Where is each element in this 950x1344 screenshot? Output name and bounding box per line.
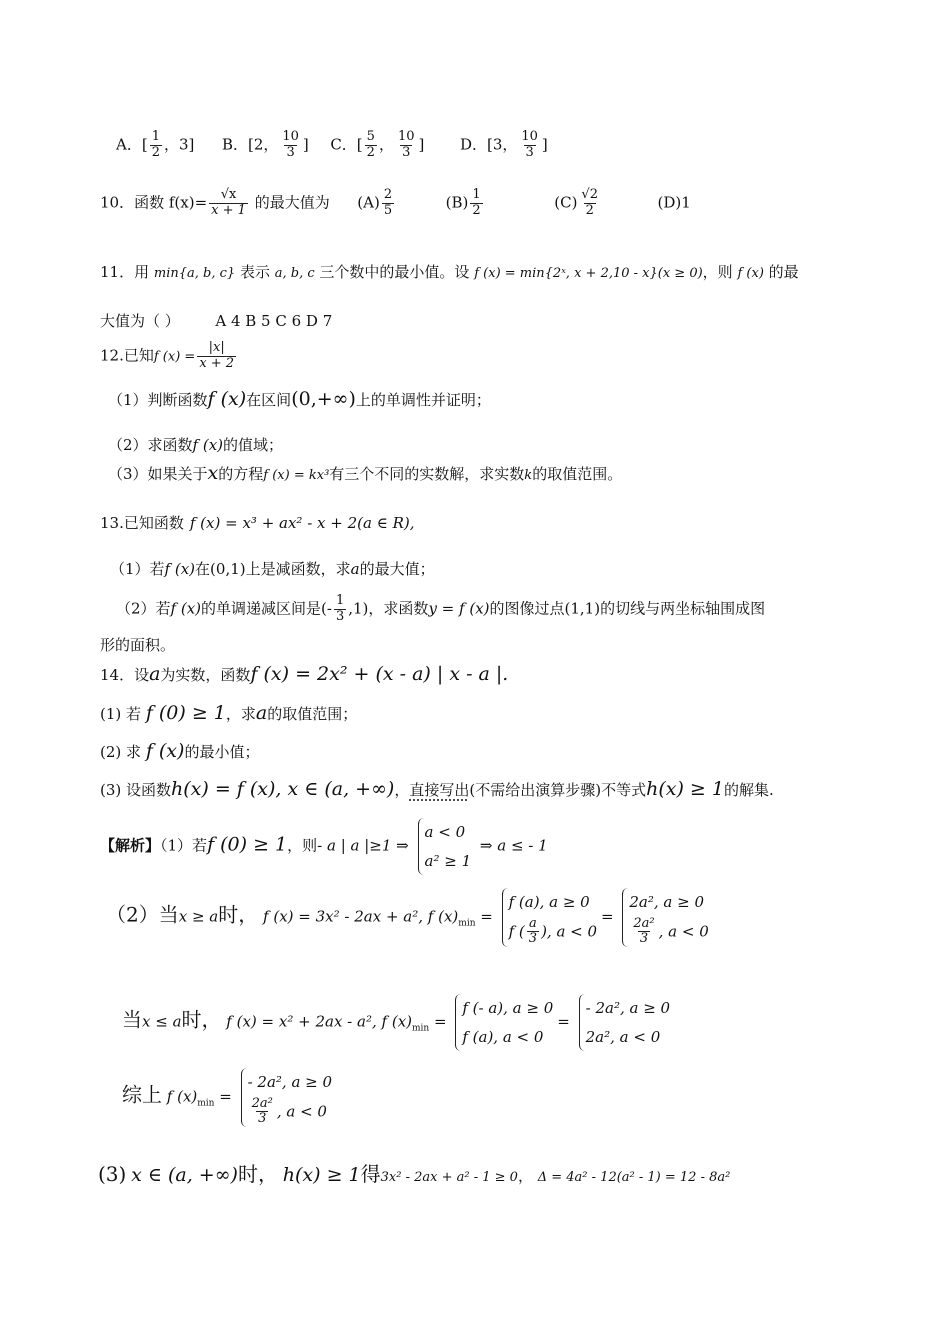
text-fragment: f ( bbox=[508, 921, 525, 940]
text-fragment: ，则 bbox=[287, 836, 318, 855]
text-fragment: 表示 bbox=[239, 263, 270, 281]
case-brace bbox=[455, 994, 553, 1051]
text-fragment: 3 bbox=[286, 144, 295, 160]
q14-part1 bbox=[100, 702, 357, 725]
text-fragment: 3 bbox=[335, 608, 345, 624]
text-fragment: 的取值范围； bbox=[267, 705, 358, 723]
text-fragment: f (x) bbox=[192, 436, 224, 454]
text-fragment: 5 bbox=[383, 202, 393, 218]
q9-options bbox=[116, 130, 548, 161]
text-fragment: x ∈ (a, +∞) bbox=[131, 1164, 238, 1186]
text-fragment: （3）如果关于 bbox=[108, 465, 208, 483]
q9-option-c: C．[ bbox=[330, 135, 363, 154]
text-fragment: （1）若 bbox=[110, 560, 165, 578]
text-fragment: 2 bbox=[366, 144, 375, 160]
text-fragment: |x| bbox=[208, 340, 225, 355]
text-fragment: x ≥ a bbox=[178, 907, 219, 926]
text-fragment: (不需给出演算步骤)不等式 bbox=[469, 781, 647, 799]
text-fragment: x + 1 bbox=[211, 202, 246, 218]
text-fragment: (0,1) bbox=[210, 560, 246, 578]
fraction bbox=[334, 594, 346, 625]
solution-part5 bbox=[98, 1162, 730, 1187]
text-fragment: 三个数中的最小值。设 bbox=[319, 263, 470, 281]
text-fragment: (1,1) bbox=[564, 599, 601, 618]
text-fragment: ] bbox=[541, 135, 548, 154]
text-fragment: (0,+∞) bbox=[291, 388, 356, 410]
text-fragment: 13.已知函数 bbox=[100, 514, 184, 532]
case-brace bbox=[241, 1068, 332, 1127]
text-fragment: , a < 0 bbox=[658, 921, 709, 940]
text-fragment: a bbox=[350, 560, 360, 578]
solution-part4: 综上 f $(x)_{min}$ = - 2a², a ≥ 0 $\frac{\text{2a²}}{3}$ , a < 0 bbox=[122, 1068, 336, 1127]
text-fragment: （2）若 bbox=[116, 599, 171, 618]
q10-option-b: (B) bbox=[445, 193, 469, 212]
case-brace bbox=[579, 994, 670, 1051]
text-fragment: 10 bbox=[521, 129, 538, 144]
text-fragment: 在区间 bbox=[246, 391, 292, 409]
text-fragment: 综上 bbox=[122, 1082, 162, 1107]
text-fragment: k bbox=[524, 468, 533, 483]
text-fragment: 的切线与两坐标轴围成图 bbox=[600, 599, 766, 618]
fraction bbox=[365, 130, 377, 161]
fraction bbox=[150, 130, 162, 161]
text-fragment: 的取值范围。 bbox=[532, 465, 623, 483]
text-fragment: 1 bbox=[335, 593, 345, 608]
text-fragment: a bbox=[149, 663, 161, 685]
text-fragment: ] bbox=[418, 135, 425, 154]
text-fragment: (2) 求 bbox=[100, 743, 142, 761]
q14-part2 bbox=[100, 740, 259, 763]
text-fragment: 3x² - 2ax + a² - 1 ≥ 0 bbox=[380, 1170, 518, 1185]
text-fragment: 3 bbox=[402, 144, 411, 160]
text-fragment: f (x) bbox=[427, 907, 459, 926]
text-fragment: a bbox=[529, 915, 537, 931]
text-fragment: 2 bbox=[585, 202, 594, 218]
q10-option-c: (C) bbox=[554, 193, 578, 212]
solution-part1 bbox=[100, 818, 548, 875]
text-fragment: a < 0 bbox=[424, 823, 466, 841]
text-fragment: 的方程 bbox=[218, 465, 264, 483]
text-fragment: , a < 0 bbox=[276, 1101, 327, 1120]
q14-title bbox=[100, 663, 508, 686]
fraction bbox=[209, 188, 248, 219]
text-fragment: （1）若 bbox=[160, 836, 208, 855]
text-fragment: 的最 bbox=[768, 263, 799, 281]
text-fragment: f (x) bbox=[166, 1087, 198, 1106]
text-fragment: - a | a |≥1 ⇒ bbox=[317, 836, 409, 855]
q12-part2 bbox=[108, 436, 283, 454]
text-fragment: f (x) = x³ + ax² - x + 2(a ∈ R), bbox=[189, 514, 415, 532]
text-fragment: 的值域； bbox=[223, 436, 284, 454]
text-fragment: 3 bbox=[258, 1111, 267, 1127]
text-fragment: 2 bbox=[383, 187, 393, 202]
q13-part2-line2 bbox=[100, 636, 175, 654]
text-fragment: （2）当 bbox=[106, 902, 179, 927]
text-fragment: f (a), a ≥ 0 bbox=[508, 893, 590, 911]
text-fragment: 上的单调性并证明； bbox=[355, 391, 491, 409]
text-fragment: 的最小值； bbox=[184, 743, 260, 761]
text-fragment: f (x) = kx³ bbox=[263, 468, 330, 483]
q11-options: A 4 B 5 C 6 D 7 bbox=[215, 312, 333, 330]
text-fragment: f (x) bbox=[207, 388, 247, 410]
text-fragment: h(x) ≥ 1 bbox=[282, 1164, 361, 1186]
fraction bbox=[197, 341, 236, 372]
q11-line2 bbox=[100, 312, 332, 330]
text-fragment: ，3] bbox=[163, 135, 195, 154]
text-fragment: f (x) bbox=[381, 1012, 413, 1031]
text-fragment: f (x) = 3x² - 2ax + a², bbox=[263, 907, 424, 926]
text-fragment: √x bbox=[220, 187, 237, 202]
q9-option-b: B．[2， bbox=[221, 135, 279, 154]
text-fragment: 的图像过点 bbox=[489, 599, 565, 618]
text-fragment: a, b, c bbox=[274, 266, 315, 281]
q14-part3 bbox=[100, 778, 774, 801]
text-fragment: ， bbox=[394, 781, 410, 799]
case-brace bbox=[622, 888, 708, 947]
text-fragment: (- bbox=[321, 599, 332, 618]
text-fragment: 12.已知 bbox=[100, 346, 154, 365]
text-fragment: f (x) bbox=[145, 740, 185, 762]
text-fragment: 2a² bbox=[251, 1095, 273, 1111]
text-fragment: f (x) = 2x² + (x - a) | x - a |. bbox=[250, 663, 509, 685]
text-fragment: f (x) = min{2ˣ, x + 2,10 - x}(x ≥ 0) bbox=[474, 266, 703, 281]
text-fragment: 2a², a ≥ 0 bbox=[629, 893, 705, 911]
text-fragment: x bbox=[207, 462, 219, 484]
q11-line1 bbox=[100, 263, 799, 282]
fraction bbox=[396, 130, 417, 161]
text-fragment: 的最大值为 bbox=[254, 193, 330, 212]
q12-title bbox=[100, 341, 238, 372]
text-fragment: (1) 若 bbox=[100, 705, 142, 723]
text-fragment: 3 bbox=[525, 144, 534, 160]
text-fragment: ， bbox=[378, 135, 394, 154]
text-fragment: min{a, b, c} bbox=[153, 266, 236, 281]
text-fragment: 5 bbox=[366, 129, 375, 144]
q13-part2 bbox=[116, 594, 765, 625]
q9-option-a: A．[ bbox=[116, 135, 148, 154]
q10 bbox=[100, 188, 691, 219]
text-fragment: 2a² bbox=[633, 915, 655, 931]
text-fragment: 在 bbox=[195, 560, 211, 578]
q13-part1 bbox=[110, 560, 435, 578]
solution-part2: （2）当x ≥ a时， f (x) = 3x² - 2ax + a², f $(x)_{min}$ = f (a), a ≥ 0 f ( $\frac{a}{3}$ ), a < 0 = 2a², a ≥ 0 $\frac{\text{2a²}}{3}$ , a < 0 bbox=[106, 888, 713, 947]
text-fragment: ，则 bbox=[702, 263, 733, 281]
solution-part3: 当x ≤ a时， f (x) = x² + 2ax - a², f $(x)_{min}$ = f (- a), a ≥ 0 f (a), a < 0 = - 2a², a ≥ 0 2a², a < 0 bbox=[122, 994, 674, 1051]
text-fragment: √2 bbox=[581, 187, 598, 202]
text-fragment: 10．函数 f(x)= bbox=[100, 193, 208, 212]
text-fragment: 时， bbox=[181, 1007, 222, 1032]
q12-part1 bbox=[108, 388, 491, 411]
text-fragment: ), a < 0 bbox=[541, 921, 598, 940]
text-fragment: 当 bbox=[122, 1007, 142, 1032]
text-fragment: ,1) bbox=[348, 599, 369, 618]
text-fragment: 为实数，函数 bbox=[160, 666, 251, 684]
q13-title bbox=[100, 514, 415, 532]
text-fragment: x + 2 bbox=[199, 355, 235, 371]
fraction bbox=[280, 130, 301, 161]
text-fragment: (3) 设函数 bbox=[100, 781, 172, 799]
text-fragment: 2 bbox=[151, 144, 160, 160]
text-fragment: x ≤ a bbox=[142, 1012, 182, 1031]
text-fragment: 得 bbox=[360, 1162, 381, 1186]
solution-label: 【解析】 bbox=[100, 836, 161, 855]
text-fragment: 11．用 bbox=[100, 263, 150, 281]
text-fragment: ，求 bbox=[225, 705, 256, 723]
text-fragment: 的最大值； bbox=[359, 560, 435, 578]
q9-option-d: D．[3， bbox=[459, 135, 518, 154]
text-fragment: h(x) = f (x), x ∈ (a, +∞) bbox=[171, 778, 395, 800]
text-fragment: (3) bbox=[98, 1162, 127, 1186]
text-fragment: 的解集. bbox=[723, 781, 774, 799]
text-fragment: f (x) = x² + 2ax - a², bbox=[226, 1012, 377, 1031]
text-fragment: 3 bbox=[528, 931, 538, 947]
text-fragment: Δ = 4a² - 12(a² - 1) = 12 - 8a² bbox=[537, 1170, 731, 1185]
text-fragment: 有三个不同的实数解，求实数 bbox=[329, 465, 525, 483]
text-fragment: min bbox=[458, 918, 476, 929]
text-fragment: 直接写出 bbox=[409, 781, 470, 799]
text-fragment: 时， bbox=[237, 1162, 278, 1186]
text-fragment: 2a², a < 0 bbox=[585, 1027, 661, 1046]
q12-part3 bbox=[108, 462, 622, 485]
text-fragment: 1 bbox=[472, 187, 481, 202]
text-fragment: f (0) ≥ 1 bbox=[207, 833, 288, 856]
text-fragment: 10 bbox=[282, 129, 299, 144]
text-fragment: 1 bbox=[151, 129, 160, 144]
text-fragment: （1）判断函数 bbox=[108, 391, 208, 409]
text-fragment: 3 bbox=[639, 931, 649, 947]
text-fragment: 2 bbox=[472, 202, 481, 218]
case-brace bbox=[502, 888, 597, 947]
text-fragment: f (x) bbox=[170, 599, 202, 618]
text-fragment: min bbox=[412, 1023, 430, 1034]
text-fragment: h(x) ≥ 1 bbox=[646, 778, 724, 800]
text-fragment: （2）求函数 bbox=[108, 436, 193, 454]
q10-option-d: (D)1 bbox=[657, 193, 691, 212]
text-fragment: 的单调递减区间是 bbox=[201, 599, 322, 618]
fraction bbox=[519, 130, 540, 161]
text-fragment: f (a), a < 0 bbox=[462, 1027, 544, 1046]
text-fragment: f (0) ≥ 1 bbox=[145, 702, 226, 724]
text-fragment: a bbox=[255, 702, 268, 724]
text-fragment: f (x) = bbox=[153, 349, 196, 365]
text-fragment: 大值为（ ） bbox=[100, 312, 180, 330]
text-fragment: 10 bbox=[397, 129, 415, 144]
q10-option-a: (A) bbox=[357, 193, 380, 212]
text-fragment: 时， bbox=[218, 902, 259, 927]
text-fragment: a² ≥ 1 bbox=[424, 851, 472, 870]
case-brace bbox=[418, 818, 472, 875]
text-fragment: ] bbox=[302, 135, 309, 154]
text-fragment: f (- a), a ≥ 0 bbox=[462, 999, 554, 1017]
text-fragment: f (x) bbox=[737, 266, 764, 281]
text-fragment: ，求函数 bbox=[368, 599, 429, 618]
text-fragment: - 2a², a ≥ 0 bbox=[247, 1073, 333, 1091]
text-fragment: - 2a², a ≥ 0 bbox=[585, 999, 671, 1017]
text-fragment: 形的面积。 bbox=[100, 636, 176, 654]
text-fragment: 14．设 bbox=[100, 666, 150, 684]
text-fragment: ， bbox=[517, 1167, 533, 1185]
text-fragment: y = f (x) bbox=[428, 599, 490, 618]
text-fragment: min bbox=[197, 1098, 215, 1109]
text-fragment: 上是减函数，求 bbox=[245, 560, 351, 578]
text-fragment: f (x) bbox=[164, 560, 196, 578]
text-fragment: ⇒ a ≤ - 1 bbox=[479, 836, 548, 855]
